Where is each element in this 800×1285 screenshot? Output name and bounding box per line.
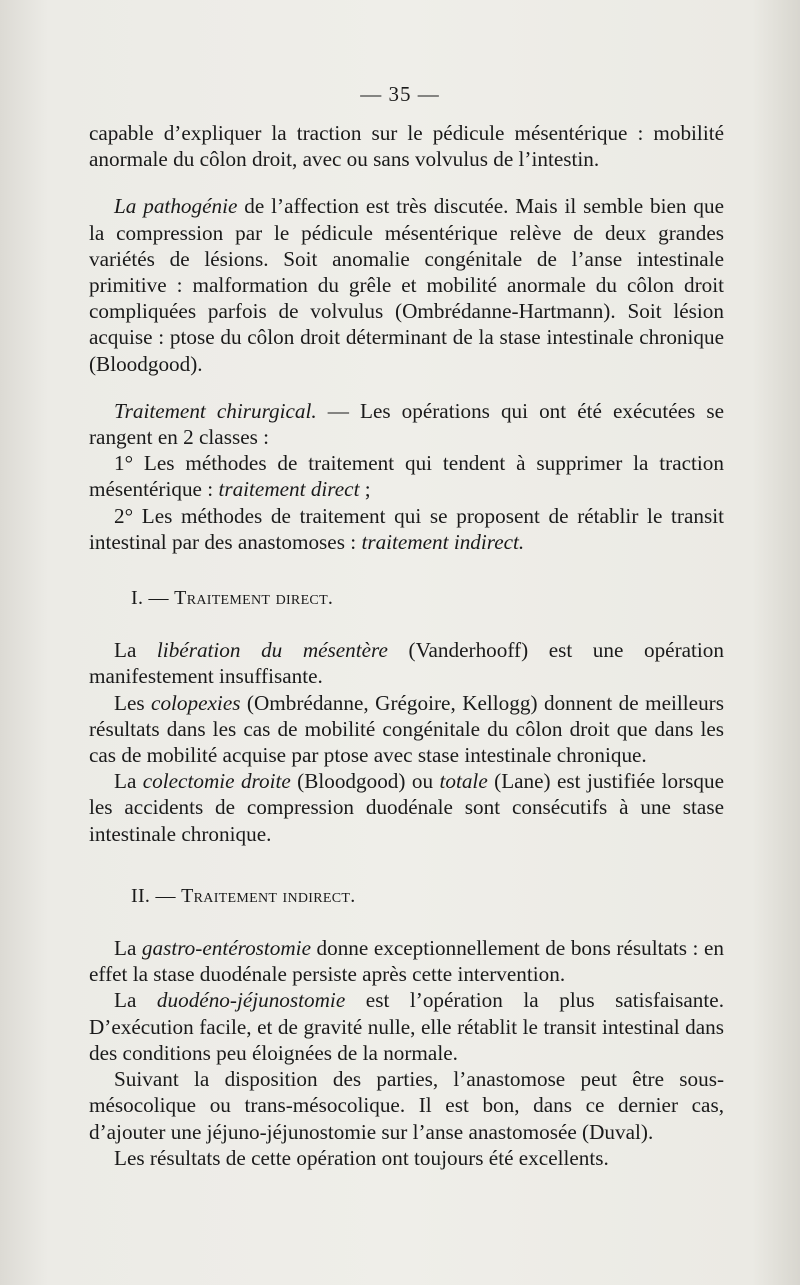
text-colopexies-b: (Ombrédanne, Grégoire, Kellogg) donnent de meilleurs résultats dans les cas de mobilité congénitale du côlon droit que dans les cas de mobilité acquise par ptose avec stase intestinale chronique. (89, 690, 724, 768)
heading-number: II. — (131, 884, 182, 907)
emphasis-colopexies: colopexies (151, 690, 241, 715)
text-colopexies-a: Les (114, 690, 152, 715)
heading-text: Traitement indirect. (181, 884, 356, 907)
emphasis-duodeno: duodéno-jéjunostomie (156, 988, 346, 1013)
emphasis-totale: totale (439, 769, 488, 794)
paragraph-disposition: Suivant la disposition des parties, l’anastomose peut être sous-mésocolique ou trans-mésocolique. Il est bon, dans ce dernier cas, d’ajouter une jéjuno-jéjunostomie sur l’anse anastomosée (Duval). (89, 1067, 724, 1144)
text-liberation-a: La (114, 638, 157, 663)
emphasis-gastro: gastro-entérostomie (141, 936, 311, 961)
paragraph-liberation (89, 637, 724, 689)
text-gastro-a: La (114, 936, 142, 961)
emphasis-direct: traitement direct (218, 477, 360, 502)
heading-text: Traitement direct. (174, 587, 334, 610)
emphasis-colectomie: colectomie droite (142, 769, 291, 794)
text-duodeno-b: est l’opération la plus satisfaisante. D’exécution facile, et de gravité nulle, elle rétablit le transit intestinal dans des conditions peu éloignées de la normale. (89, 988, 724, 1065)
text-colectomie-b: (Bloodgood) ou (290, 769, 440, 794)
text-colectomie-c: (Lane) est justifiée lorsque les accidents de compression duodénale sont consécutifs à une stase intestinale chronique. (89, 769, 724, 846)
paragraph-pathogenie (89, 193, 724, 376)
text-traitement: — Les opérations qui ont été exécutées se rangent en 2 classes : (89, 398, 724, 450)
emphasis-liberation: libération du mésentère (156, 638, 388, 663)
text-method-1-end: ; (359, 477, 371, 502)
text-liberation-b: (Vanderhooff) est une opération manifestement insuffisante. (89, 638, 724, 689)
section-heading-direct (131, 585, 724, 611)
heading-number: I. — (131, 587, 175, 610)
text-duodeno-a: La (114, 988, 157, 1013)
paragraph-colopexies (89, 690, 724, 769)
emphasis-pathogenie: La pathogénie (114, 194, 238, 219)
paragraph-colectomie (89, 768, 724, 847)
section-heading-indirect (131, 883, 724, 909)
paragraph-duodeno (89, 987, 724, 1066)
text-method-1: 1° Les méthodes de traitement qui tendent à supprimer la traction mésentérique : (89, 451, 724, 502)
paragraph-method-1 (89, 450, 724, 502)
paragraph-method-2 (89, 503, 724, 555)
page-number: — 35 — (360, 82, 440, 106)
paragraph-continuation: capable d’expliquer la traction sur le pédicule mésentérique : mobilité anormale du côlon droit, avec ou sans volvulus de l’intestin. (89, 121, 724, 172)
emphasis-traitement: Traitement chirurgical. (114, 398, 317, 423)
paragraph-resultats: Les résultats de cette opération ont toujours été excellents. (114, 1145, 609, 1170)
page-body (89, 120, 724, 1171)
text-gastro-b: donne exceptionnellement de bons résultats : en effet la stase duodénale persiste après cette intervention. (89, 936, 724, 987)
text-pathogenie: de l’affection est très discutée. Mais il semble bien que la compression par le pédicule mésentérique relève de deux grandes variétés de lésions. Soit anomalie congénitale de l’anse intestinale primitive : malformation du grêle et mobilité anormale du côlon droit compliquées parfois de volvulus (Ombrédanne-Hartmann). Soit lésion acquise : ptose du côlon droit déterminant de la stase intestinale chronique (Bloodgood). (89, 194, 724, 376)
text-colectomie-a: La (114, 769, 143, 794)
text-method-2: 2° Les méthodes de traitement qui se proposent de rétablir le transit intestinal par des anastomoses : (89, 503, 724, 554)
paragraph-gastro (89, 935, 724, 987)
paragraph-traitement (89, 398, 724, 450)
emphasis-indirect: traitement indirect. (361, 529, 525, 554)
